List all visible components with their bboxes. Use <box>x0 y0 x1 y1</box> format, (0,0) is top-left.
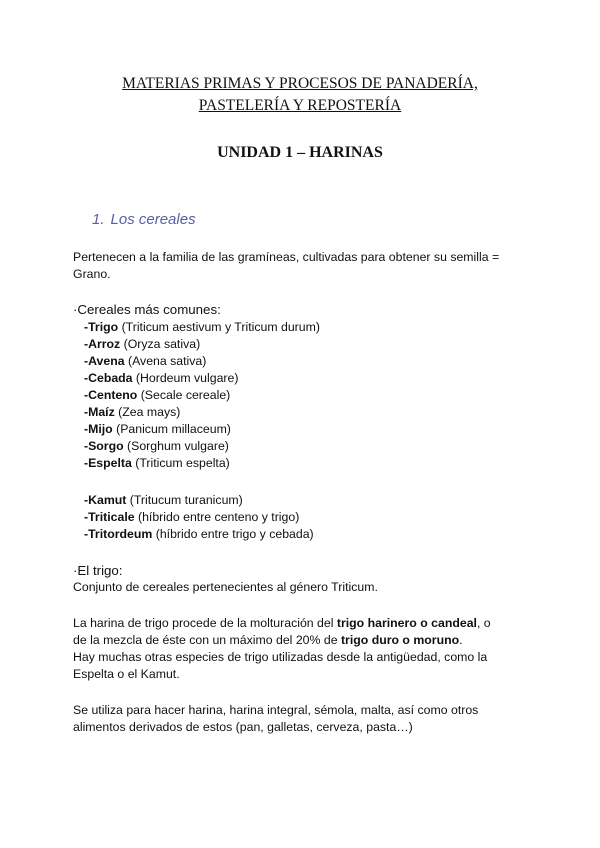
cereal-detail: (Zea mays) <box>114 405 181 419</box>
list-item <box>84 455 320 472</box>
cereal-name: -Espelta <box>84 456 132 470</box>
highlight-term: trigo harinero o candeal <box>336 616 477 630</box>
wheat-paragraph-1 <box>73 615 491 683</box>
section-number: 1. <box>92 211 105 228</box>
cereal-detail: (Secale cereale) <box>137 388 231 402</box>
cereals-list <box>84 319 320 472</box>
cereal-detail: (Sorghum vulgare) <box>123 439 229 453</box>
list-item <box>84 492 314 509</box>
cereal-name: -Arroz <box>84 337 121 351</box>
wheat-section <box>73 562 378 596</box>
cereal-detail: (Avena sativa) <box>124 354 207 368</box>
cereal-name: -Avena <box>84 354 125 368</box>
list-item <box>84 421 320 438</box>
wheat-p1-line-1 <box>73 615 491 632</box>
cereals-list-2 <box>84 492 314 543</box>
section-heading <box>92 211 196 228</box>
list-item <box>84 387 320 404</box>
cereal-detail: (híbrido entre centeno y trigo) <box>134 510 300 524</box>
intro-line-2: Grano. <box>73 267 111 281</box>
cereal-name: -Maíz <box>84 405 115 419</box>
wheat-p1-line-3: Hay muchas otras especies de trigo utilizadas desde la antigüedad, como la <box>73 650 488 664</box>
cereal-name: -Cebada <box>84 371 133 385</box>
list-item <box>84 404 320 421</box>
list-item <box>84 526 314 543</box>
document-title-line-2: PASTELERÍA Y REPOSTERÍA <box>198 97 402 114</box>
cereal-detail: (Triticum espelta) <box>131 456 230 470</box>
unit-title: UNIDAD 1 – HARINAS <box>217 144 383 161</box>
list-item <box>84 370 320 387</box>
cereal-detail: (Triticum aestivum y Triticum durum) <box>118 320 320 334</box>
text-run: . <box>459 633 463 647</box>
cereal-name: -Kamut <box>84 493 127 507</box>
wheat-definition: Conjunto de cereales pertenecientes al género Triticum. <box>73 580 378 594</box>
cereal-detail: (Tritucum turanicum) <box>126 493 243 507</box>
document-title <box>0 73 600 117</box>
intro-line-1: Pertenecen a la familia de las gramíneas, cultivadas para obtener su semilla = <box>73 250 500 264</box>
list-item <box>84 319 320 336</box>
cereal-detail: (Oryza sativa) <box>120 337 201 351</box>
cereal-name: -Mijo <box>84 422 113 436</box>
cereal-name: -Sorgo <box>84 439 124 453</box>
list-item <box>84 509 314 526</box>
wheat-heading: ·El trigo: <box>73 563 123 578</box>
wheat-p2-line-2: alimentos derivados de estos (pan, galletas, cerveza, pasta…) <box>73 720 413 734</box>
list-item <box>84 438 320 455</box>
cereal-name: -Trigo <box>84 320 119 334</box>
document-title-line-1: MATERIAS PRIMAS Y PROCESOS DE PANADERÍA, <box>122 75 478 92</box>
text-run: , o <box>476 616 491 630</box>
intro-paragraph <box>73 249 499 283</box>
list-item <box>84 336 320 353</box>
cereal-name: -Centeno <box>84 388 138 402</box>
wheat-p2-line-1: Se utiliza para hacer harina, harina integral, sémola, malta, así como otros <box>73 703 479 717</box>
section-title: Los cereales <box>110 211 196 228</box>
text-run: de la mezcla de éste con un máximo del 20% de <box>73 633 341 647</box>
cereal-detail: (Panicum millaceum) <box>112 422 231 436</box>
wheat-paragraph-2 <box>73 702 478 736</box>
cereal-detail: (Hordeum vulgare) <box>132 371 239 385</box>
wheat-p1-line-2 <box>73 632 491 649</box>
highlight-term: trigo duro o moruno <box>340 633 460 647</box>
cereal-name: -Tritordeum <box>84 527 153 541</box>
cereal-name: -Triticale <box>84 510 135 524</box>
cereals-heading: ·Cereales más comunes: <box>73 302 221 317</box>
cereal-detail: (híbrido entre trigo y cebada) <box>152 527 314 541</box>
wheat-p1-line-4: Espelta o el Kamut. <box>73 667 180 681</box>
text-run: La harina de trigo procede de la molturación del <box>73 616 337 630</box>
list-item <box>84 353 320 370</box>
